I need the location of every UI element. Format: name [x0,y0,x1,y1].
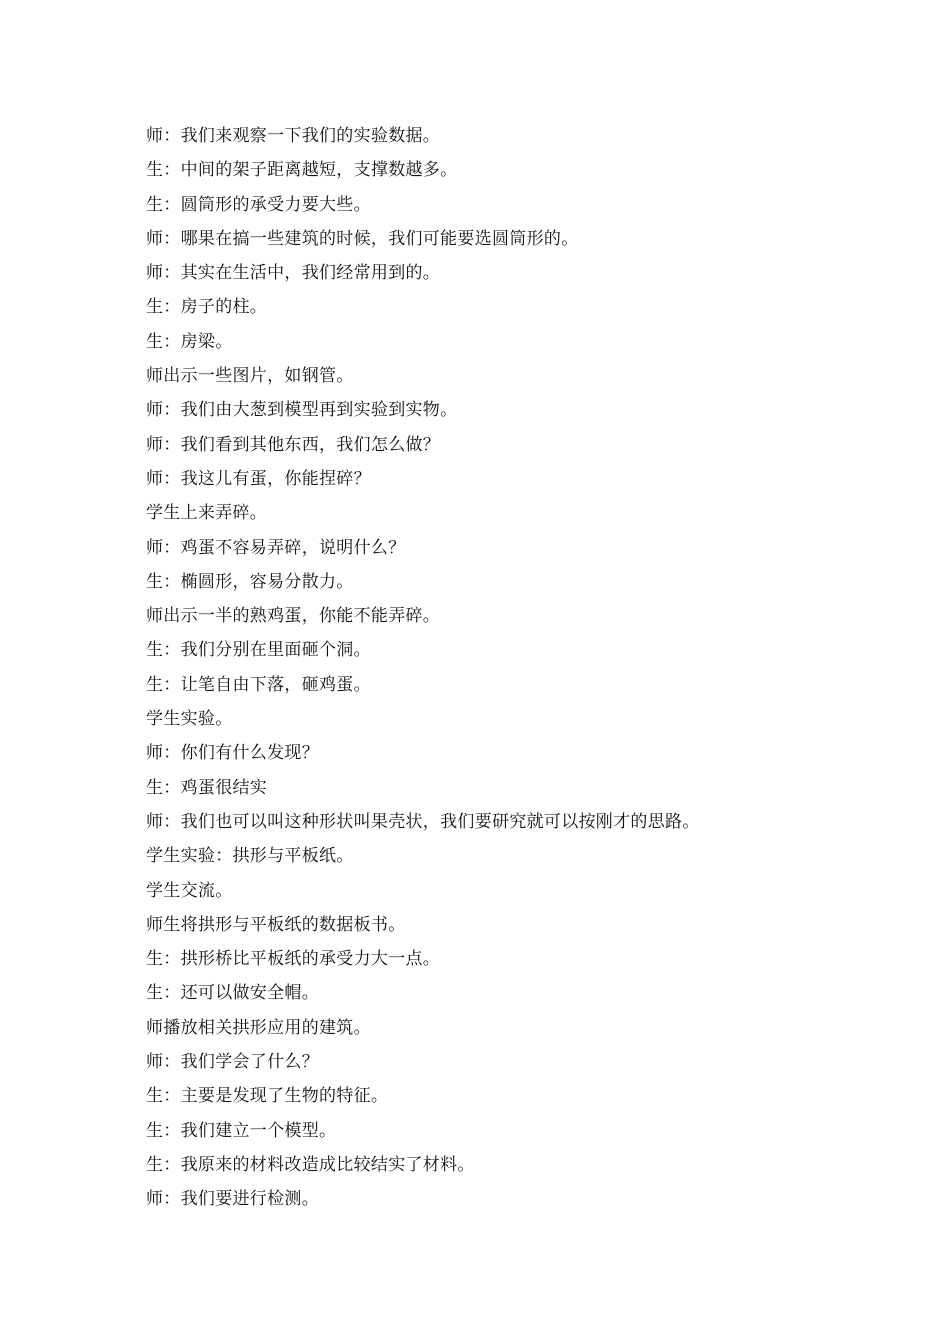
transcript-line: 学生实验。 [146,709,233,730]
transcript-line: 师生将拱形与平板纸的数据板书。 [146,914,406,935]
transcript-line: 师：你们有什么发现？ [146,743,319,764]
transcript-line: 生：拱形桥比平板纸的承受力大一点。 [146,949,441,970]
transcript-line: 生：还可以做安全帽。 [146,983,319,1004]
transcript-line: 学生交流。 [146,880,233,901]
transcript-line: 师：我们要进行检测。 [146,1189,319,1210]
transcript-line: 师：我们看到其他东西，我们怎么做？ [146,434,441,455]
transcript-line: 师出示一些图片，如钢管。 [146,366,354,387]
transcript-line: 生：我们分别在里面砸个洞。 [146,640,371,661]
transcript-line: 生：中间的架子距离越短，支撑数越多。 [146,160,458,181]
transcript-line: 师：鸡蛋不容易弄碎，说明什么？ [146,537,406,558]
transcript-line: 生：主要是发现了生物的特征。 [146,1086,389,1107]
transcript-line: 生：圆筒形的承受力要大些。 [146,194,371,215]
transcript-line: 师：哪果在搞一些建筑的时候，我们可能要选圆筒形的。 [146,228,579,249]
transcript-line: 师：我们来观察一下我们的实验数据。 [146,126,441,146]
transcript-line: 师播放相关拱形应用的建筑。 [146,1017,371,1038]
transcript-line: 学生实验：拱形与平板纸。 [146,846,354,867]
transcript-line: 生：房子的柱。 [146,297,268,318]
transcript-line: 师：我们学会了什么？ [146,1052,319,1073]
transcript-line: 生：让笔自由下落，砸鸡蛋。 [146,674,371,695]
transcript-line: 生：房梁。 [146,331,233,352]
transcript-line: 师：我这儿有蛋，你能捏碎？ [146,468,371,489]
transcript-line: 师出示一半的熟鸡蛋，你能不能弄碎。 [146,606,441,627]
transcript-line: 师：我们由大葱到模型再到实验到实物。 [146,400,458,421]
transcript-line: 生：鸡蛋很结实 [146,777,268,798]
lesson-transcript [146,123,906,1221]
transcript-line: 生：椭圆形，容易分散力。 [146,571,354,592]
transcript-line: 生：我原来的材料改造成比较结实了材料。 [146,1154,475,1175]
transcript-line: 师：其实在生活中，我们经常用到的。 [146,263,441,284]
transcript-line: 生：我们建立一个模型。 [146,1120,337,1141]
transcript-line: 师：我们也可以叫这种形状叫果壳状，我们要研究就可以按刚才的思路。 [146,811,700,832]
transcript-line: 学生上来弄碎。 [146,503,268,524]
